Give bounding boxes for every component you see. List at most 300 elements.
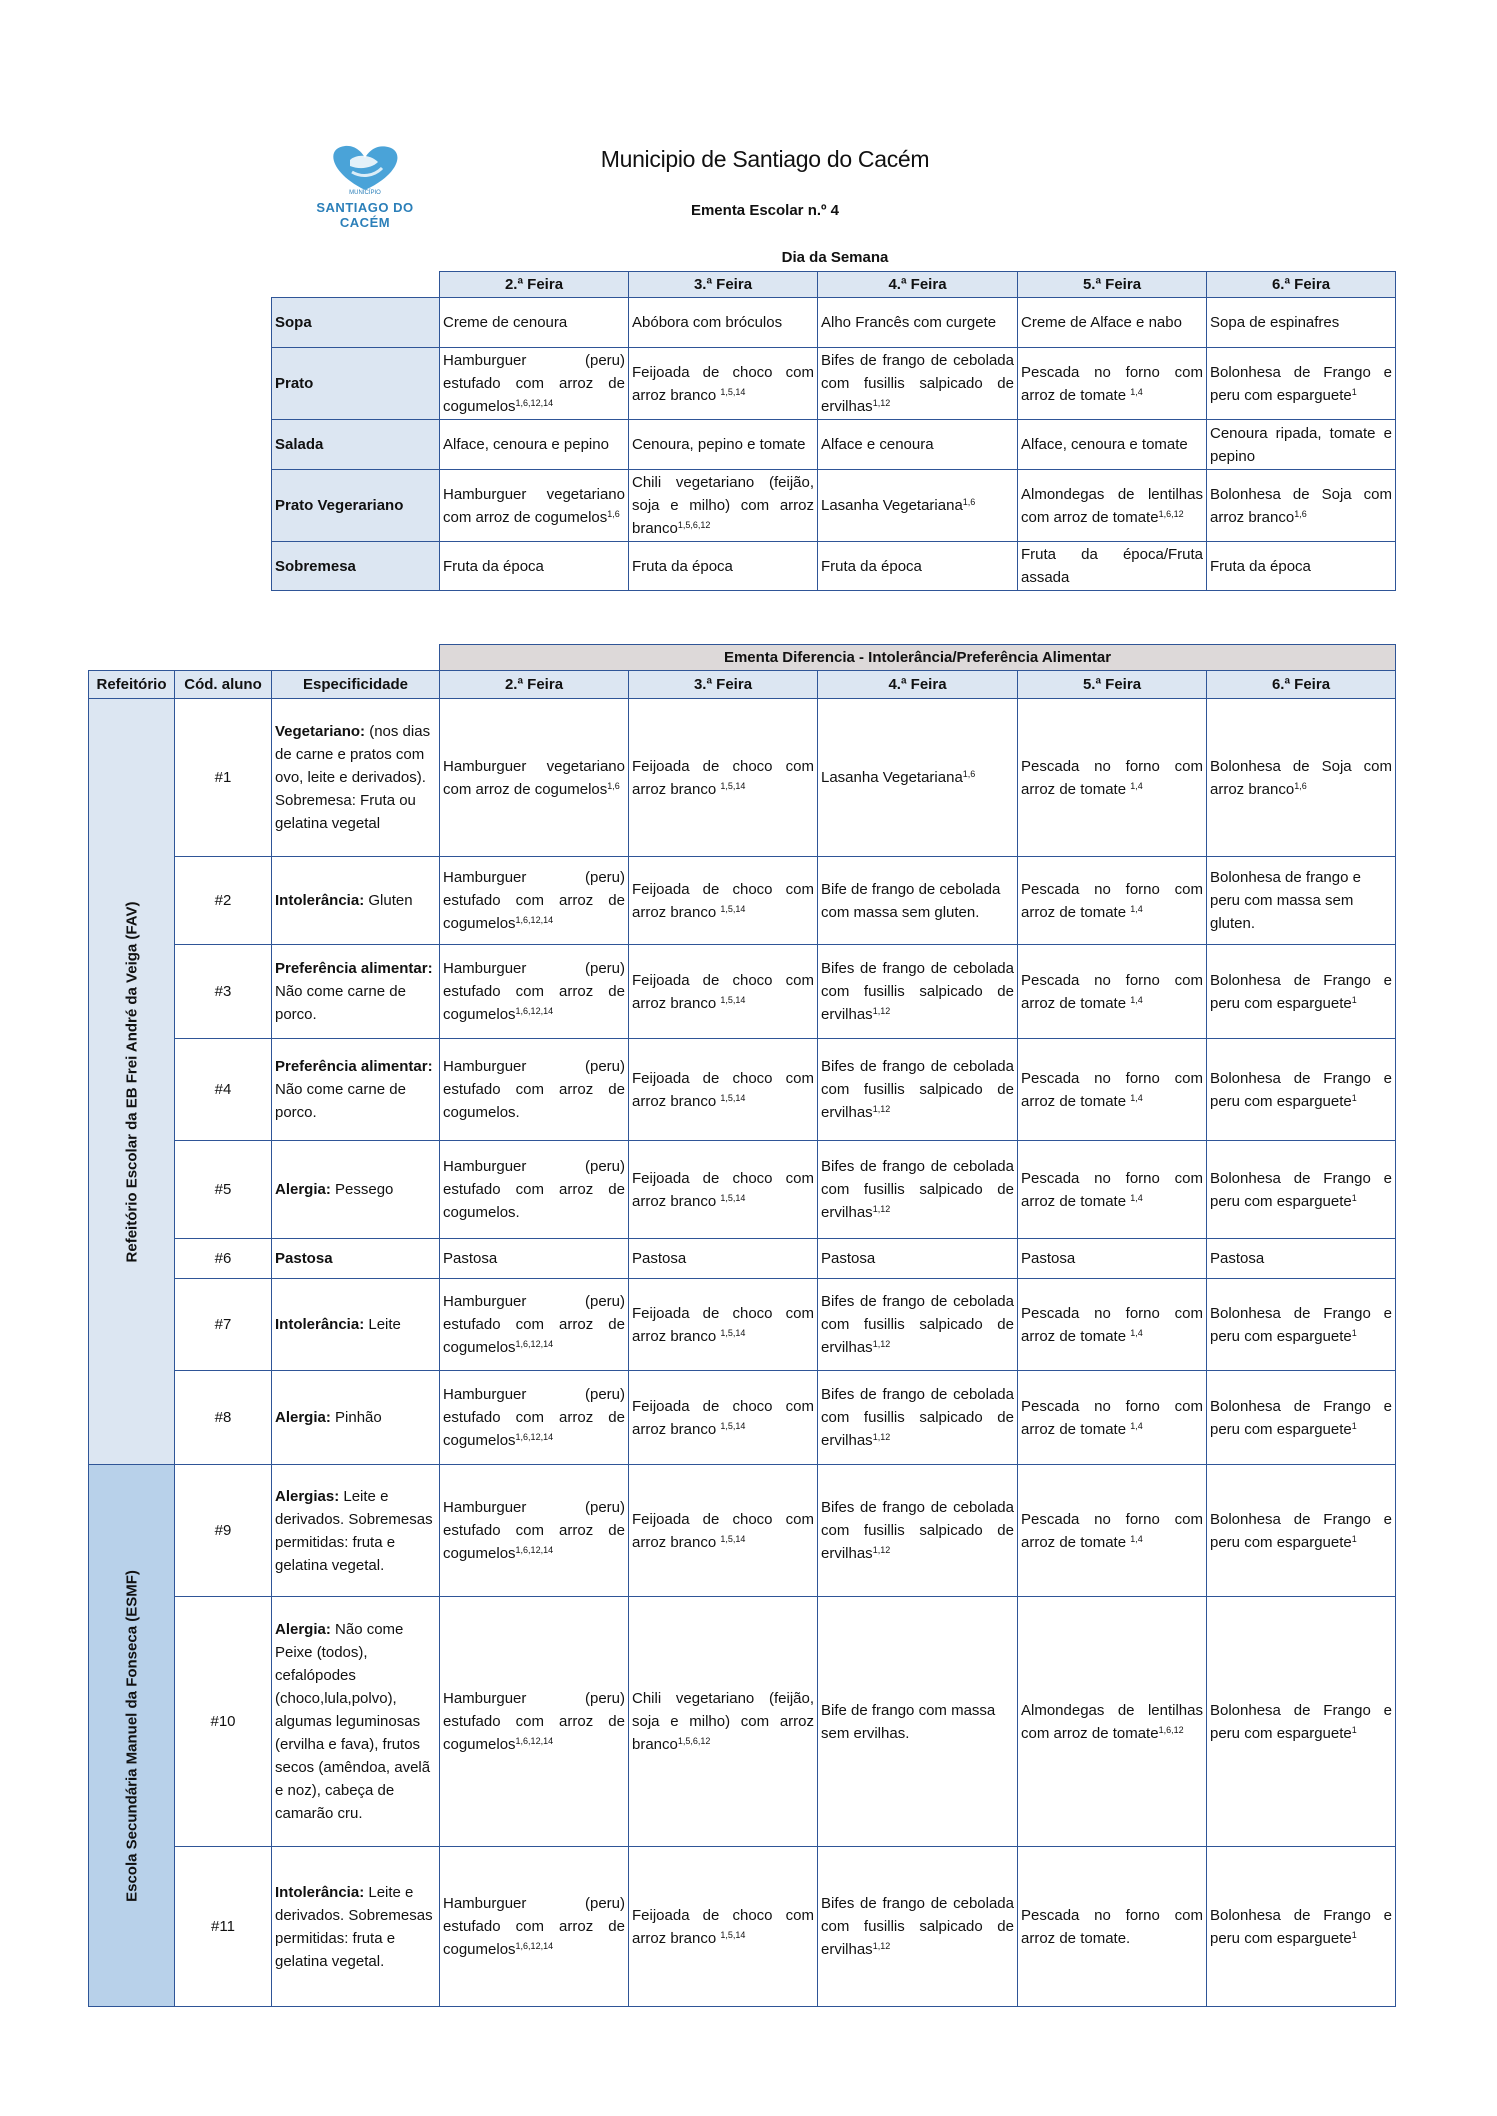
menu-row [272,420,1396,470]
menu-cell [629,298,818,348]
diff-menu-cell [629,1847,818,2007]
diff-menu-cell [440,1597,629,1847]
diff-menu-cell [440,1141,629,1239]
diff-menu-cell [629,1371,818,1465]
specificity [272,1597,440,1847]
student-code: #9 [175,1465,272,1597]
specificity-type: Alergia: [275,1181,331,1198]
allergen-codes: 1,6 [607,508,620,519]
diff-menu-cell [1018,1847,1207,2007]
dish-text: Feijoada de choco com arroz branco [632,880,814,921]
allergen-codes: 1,12 [872,1104,891,1114]
student-row [89,1039,1396,1141]
diff-menu-cell [1018,1039,1207,1141]
dish-text: Lasanha Vegetariana [821,497,963,514]
dish-text: Abóbora com bróculos [632,314,783,331]
day-header: 5.ª Feira [1018,671,1207,699]
diff-menu-cell [818,1239,1018,1279]
student-code: #7 [175,1279,272,1371]
menu-cell [629,470,818,542]
specificity-detail: Não come carne de porco. [275,983,406,1023]
allergen-codes: 1,6 [1294,780,1307,791]
dish-text: Hamburguer (peru) estufado com arroz de cogumelos [443,1690,625,1753]
allergen-codes: 1,6 [962,769,976,779]
menu-cell [1018,420,1207,470]
menu-cell [1207,420,1396,470]
dish-text: Pescada no forno com arroz de tomate. [1021,1906,1203,1947]
dish-text: Hamburguer (peru) estufado com arroz de cogumelos. [443,1058,625,1121]
dish-text: Bolonhesa de Soja com arroz branco [1210,757,1392,798]
specificity [272,1239,440,1279]
allergen-codes: 1,12 [872,1204,891,1214]
page-subtitle: Ementa Escolar n.º 4 [690,202,840,219]
menu-cell [818,298,1018,348]
diff-menu-cell [1207,1239,1396,1279]
diff-menu-cell [629,699,818,857]
dish-text: Cenoura ripada, tomate e pepino [1210,424,1392,465]
dish-text: Feijoada de choco com arroz branco [632,971,814,1012]
diff-menu-cell [1207,1279,1396,1371]
day-header: 4.ª Feira [818,671,1018,699]
diff-menu-cell [1018,1141,1207,1239]
allergen-codes: 1,4 [1130,1092,1143,1103]
specificity [272,1847,440,2007]
menu-cell [629,542,818,591]
allergen-codes: 1,6,12,14 [515,1006,554,1016]
dish-text: Almondegas de lentilhas com arroz de tomate [1021,485,1203,526]
differentiated-menu-table [88,644,1396,2007]
dish-text: Pescada no forno com arroz de tomate [1021,1510,1203,1551]
menu-cell [1018,298,1207,348]
allergen-codes: 1 [1351,1327,1357,1338]
course-label: Prato Vegerariano [272,470,440,542]
diff-menu-cell [629,1279,818,1371]
specificity-type: Pastosa [275,1250,333,1267]
student-row [89,1465,1396,1597]
allergen-codes: 1,12 [872,1941,891,1951]
dish-text: Hamburguer (peru) estufado com arroz de cogumelos. [443,1158,625,1221]
specificity-type: Preferência alimentar: [275,960,433,977]
specificity [272,1371,440,1465]
allergen-codes: 1,5,14 [720,903,746,914]
diff-menu-cell [440,1039,629,1141]
diff-menu-cell [818,1141,1018,1239]
dish-text: Fruta da época [443,557,544,575]
student-row [89,945,1396,1039]
menu-cell [1018,348,1207,420]
course-label: Prato [272,348,440,420]
diff-menu-cell [440,1239,629,1279]
allergen-codes: 1 [1351,1420,1357,1431]
dish-text: Fruta da época [1210,557,1311,575]
specificity-detail: Pinhão [330,1409,382,1426]
student-row [89,1847,1396,2007]
day-header: 2.ª Feira [440,272,629,298]
menu-cell [440,348,629,420]
specificity [272,1141,440,1239]
dish-text: Bolonhesa de frango e peru com massa sem gluten. [1210,869,1361,932]
allergen-codes: 1,5,6,12 [677,1736,711,1746]
day-header: 3.ª Feira [629,671,818,699]
dish-text: Bifes de frango de cebolada com fusillis salpicado de ervilhas [821,352,1014,415]
diff-menu-cell [1018,857,1207,945]
dish-text: Bolonhesa de Frango e peru com esparguete [1210,1069,1392,1110]
dish-text: Bolonhesa de Frango e peru com esparguete [1210,1397,1392,1438]
diff-menu-cell [1207,857,1396,945]
allergen-codes: 1,4 [1130,994,1143,1005]
specificity-detail: Leite [364,1316,401,1333]
allergen-codes: 1,5,14 [720,386,746,397]
allergen-codes: 1,6,12,14 [515,1339,554,1349]
student-code: #10 [175,1597,272,1847]
specificity-type: Preferência alimentar: [275,1058,433,1075]
allergen-codes: 1,4 [1130,1327,1143,1338]
allergen-codes: 1,6,12,14 [515,1941,554,1951]
diff-menu-cell [1018,1371,1207,1465]
dish-text: Cenoura, pepino e tomate [632,436,806,453]
day-header: 2.ª Feira [440,671,629,699]
dish-text: Fruta da época [632,557,733,575]
diff-menu-cell [818,1279,1018,1371]
day-header: 3.ª Feira [629,272,818,298]
diff-menu-cell [440,1847,629,2007]
dish-text: Bolonhesa de Frango e peru com esparguete [1210,1304,1392,1345]
dish-text: Feijoada de choco com arroz branco [632,363,814,404]
section-spacer [89,645,440,671]
allergen-codes: 1,4 [1130,903,1143,914]
diff-menu-cell [629,857,818,945]
diff-menu-cell [1207,1597,1396,1847]
diff-menu-cell [440,945,629,1039]
student-code: #3 [175,945,272,1039]
dish-text: Bolonhesa de Frango e peru com esparguete [1210,1510,1392,1551]
section-title: Ementa Diferencia - Intolerância/Preferência Alimentar [440,645,1396,671]
dish-text: Hamburguer (peru) estufado com arroz de cogumelos [443,960,625,1023]
specificity [272,1039,440,1141]
student-row [89,857,1396,945]
menu-cell [818,542,1018,591]
heart-logo-icon [290,138,440,198]
specificity-type: Vegetariano: [275,723,366,740]
dish-text: Feijoada de choco com arroz branco [632,1397,814,1438]
menu-cell [440,542,629,591]
diff-menu-cell [1018,699,1207,857]
diff-menu-cell [1018,945,1207,1039]
allergen-codes: 1,6,12,14 [515,915,554,925]
menu-cell [440,420,629,470]
dish-text: Bifes de frango de cebolada com fusillis salpicado de ervilhas [821,1895,1014,1958]
diff-menu-cell [629,945,818,1039]
specificity-detail: Pessego [330,1181,394,1198]
diff-menu-cell [1207,1039,1396,1141]
dish-text: Pescada no forno com arroz de tomate [1021,1169,1203,1210]
diff-menu-cell [440,1465,629,1597]
diff-menu-cell [818,857,1018,945]
dish-text: Bolonhesa de Soja com arroz branco [1210,485,1392,526]
student-row [89,1279,1396,1371]
dish-text: Alface e cenoura [821,436,934,453]
allergen-codes: 1,5,14 [720,1533,746,1544]
allergen-codes: 1,5,14 [720,1327,746,1338]
allergen-codes: 1,12 [872,1545,891,1555]
day-header: 6.ª Feira [1207,671,1396,699]
specificity-detail: Não come Peixe (todos), cefalópodes (choco,lula,polvo), algumas leguminosas (ervilha e fava), frutos secos (amêndoa, avelã e noz), cabeça de camarão cru. [275,1621,431,1822]
allergen-codes: 1,6,12,14 [515,1736,554,1746]
allergen-codes: 1,4 [1130,780,1143,791]
allergen-codes: 1 [1351,1724,1357,1735]
dish-text: Pastosa [821,1250,876,1267]
diff-menu-cell [818,1371,1018,1465]
course-label: Salada [272,420,440,470]
dish-text: Feijoada de choco com arroz branco [632,1510,814,1551]
diff-menu-cell [818,1465,1018,1597]
dish-text: Bifes de frango de cebolada com fusillis salpicado de ervilhas [821,1158,1014,1221]
menu-cell [629,348,818,420]
diff-menu-cell [1018,1239,1207,1279]
page-title: Municipio de Santiago do Cacém [600,146,930,172]
diff-menu-cell [629,1597,818,1847]
allergen-codes: 1,4 [1130,386,1143,397]
diff-menu-cell [1207,699,1396,857]
menu-header-row [272,272,1396,298]
student-code: #4 [175,1039,272,1141]
menu-row [272,470,1396,542]
dish-text: Alface, cenoura e pepino [443,436,609,453]
specificity-type: Alergias: [275,1487,340,1505]
student-code: #11 [175,1847,272,2007]
allergen-codes: 1,12 [872,1432,891,1442]
diff-menu-cell [629,1465,818,1597]
dish-text: Creme de cenoura [443,314,568,331]
allergen-codes: 1 [1351,1092,1357,1103]
dish-text: Feijoada de choco com arroz branco [632,1169,814,1210]
allergen-codes: 1,5,14 [720,994,746,1005]
dish-text: Creme de Alface e nabo [1021,314,1182,331]
school-name: Escola Secundária Manuel da Fonseca (ESMF) [123,1569,140,1902]
allergen-codes: 1,5,14 [720,780,746,791]
diff-menu-cell [1018,1597,1207,1847]
menu-row [272,348,1396,420]
weekly-menu-table [271,271,1396,591]
diff-menu-cell [1207,945,1396,1039]
student-code-header: Cód. aluno [175,671,272,699]
student-code: #1 [175,699,272,857]
allergen-codes: 1,12 [872,398,891,408]
allergen-codes: 1,6 [962,497,976,507]
student-code: #6 [175,1239,272,1279]
specificity [272,1279,440,1371]
diff-menu-cell [818,1039,1018,1141]
diff-menu-cell [629,1039,818,1141]
dish-text: Alho Francês com curgete [821,314,997,331]
menu-cell [1018,542,1207,591]
specificity-type: Alergia: [275,1621,331,1638]
student-code: #2 [175,857,272,945]
dish-text: Hamburguer (peru) estufado com arroz de cogumelos [443,1293,625,1356]
menu-cell [818,348,1018,420]
menu-cell [440,298,629,348]
school-esmf [89,1465,175,2007]
dish-text: Chili vegetariano (feijão, soja e milho) com arroz branco [632,1690,814,1753]
specificity-detail: Leite e derivados. Sobremesas permitidas: fruta e gelatina vegetal. [275,1883,433,1970]
specificity-detail: Gluten [364,892,413,909]
dish-text: Pastosa [443,1250,498,1267]
allergen-codes: 1,6 [1294,508,1307,519]
dish-text: Pescada no forno com arroz de tomate [1021,1397,1203,1438]
dish-text: Feijoada de choco com arroz branco [632,1304,814,1345]
allergen-codes: 1,5,14 [720,1192,746,1203]
dish-text: Bolonhesa de Frango e peru com esparguete [1210,971,1392,1012]
dish-text: Fruta da época [821,557,922,575]
diff-menu-cell [818,1847,1018,2007]
dish-text: Hamburguer (peru) estufado com arroz de cogumelos [443,352,625,415]
student-row [89,1141,1396,1239]
allergen-codes: 1,5,14 [720,1929,746,1940]
dish-text: Fruta da época/Fruta assada [1021,546,1203,586]
specificity-detail: Leite e derivados. Sobremesas permitidas: fruta e gelatina vegetal. [275,1487,433,1574]
student-code: #8 [175,1371,272,1465]
dish-text: Pescada no forno com arroz de tomate [1021,971,1203,1012]
allergen-codes: 1,6,12 [1158,1724,1184,1735]
day-header: 4.ª Feira [818,272,1018,298]
allergen-codes: 1 [1351,1192,1357,1203]
student-row [89,1371,1396,1465]
menu-cell [1207,542,1396,591]
student-row [89,699,1396,857]
allergen-codes: 1 [1351,1533,1357,1544]
diff-menu-cell [629,1141,818,1239]
diff-menu-cell [1207,1847,1396,2007]
specificity-type: Intolerância: [275,892,365,909]
allergen-codes: 1,5,14 [720,1092,746,1103]
dish-text: Hamburguer (peru) estufado com arroz de cogumelos [443,1386,625,1449]
dish-text: Bifes de frango de cebolada com fusillis salpicado de ervilhas [821,960,1014,1023]
dish-text: Sopa de espinafres [1210,314,1340,331]
diff-menu-cell [1207,1371,1396,1465]
dish-text: Hamburguer vegetariano com arroz de cogumelos [443,485,625,526]
dish-text: Bife de frango de cebolada com massa sem gluten. [821,880,1001,921]
diff-menu-cell [440,1371,629,1465]
dish-text: Bolonhesa de Frango e peru com esparguete [1210,1701,1392,1742]
course-label: Sopa [272,298,440,348]
specificity [272,945,440,1039]
menu-cell [629,420,818,470]
student-row [89,1597,1396,1847]
dish-text: Hamburguer (peru) estufado com arroz de cogumelos [443,1499,625,1562]
specificity-detail: Não come carne de porco. [275,1081,406,1121]
dish-text: Hamburguer (peru) estufado com arroz de cogumelos [443,869,625,932]
dish-text: Hamburguer vegetariano com arroz de cogumelos [443,757,625,798]
allergen-codes: 1,4 [1130,1192,1143,1203]
specificity [272,699,440,857]
diff-menu-cell [1018,1279,1207,1371]
dish-text: Bolonhesa de Frango e peru com esparguete [1210,363,1392,404]
specificity-type: Alergia: [275,1409,331,1426]
menu-cell [1207,298,1396,348]
menu-cell [818,470,1018,542]
specificity [272,1465,440,1597]
dish-text: Hamburguer (peru) estufado com arroz de cogumelos [443,1895,625,1958]
logo-text: SANTIAGO DO CACÉM [316,200,414,230]
allergen-codes: 1,6,12,14 [515,1545,554,1555]
allergen-codes: 1,6,12,14 [515,1432,554,1442]
municipality-logo [290,138,440,230]
dish-text: Pastosa [632,1250,687,1267]
diff-menu-cell [818,945,1018,1039]
dish-text: Bifes de frango de cebolada com fusillis salpicado de ervilhas [821,1293,1014,1356]
dish-text: Chili vegetariano (feijão, soja e milho) com arroz branco [632,474,814,537]
student-row [89,1239,1396,1279]
dish-text: Alface, cenoura e tomate [1021,436,1188,453]
school-name: Refeitório Escolar da EB Frei André da Veiga (FAV) [123,901,140,1262]
diff-menu-cell [818,1597,1018,1847]
allergen-codes: 1,12 [872,1006,891,1016]
dish-text: Bifes de frango de cebolada com fusillis salpicado de ervilhas [821,1499,1014,1562]
specificity-detail: (nos dias de carne e pratos com ovo, leite e derivados). Sobremesa: Fruta ou gelatina vegetal [275,723,431,832]
diff-menu-cell [1018,1465,1207,1597]
header-spacer [272,272,440,298]
diff-menu-cell [440,857,629,945]
menu-cell [1207,348,1396,420]
day-of-week-label: Dia da Semana [781,249,889,266]
menu-row [272,542,1396,591]
course-label: Sobremesa [272,542,440,591]
menu-cell [1018,470,1207,542]
allergen-codes: 1,5,6,12 [677,520,711,530]
diff-header-row [89,671,1396,699]
allergen-codes: 1,4 [1130,1533,1143,1544]
specificity-type: Intolerância: [275,1316,365,1333]
dish-text: Bolonhesa de Frango e peru com esparguete [1210,1906,1392,1947]
diff-menu-cell [1207,1465,1396,1597]
diff-menu-cell [818,699,1018,857]
diff-menu-cell [1207,1141,1396,1239]
dish-text: Pescada no forno com arroz de tomate [1021,1304,1203,1345]
allergen-codes: 1,6,12,14 [515,398,554,408]
dish-text: Almondegas de lentilhas com arroz de tomate [1021,1701,1203,1742]
refeitorio-header: Refeitório [89,671,175,699]
allergen-codes: 1 [1351,994,1357,1005]
dish-text: Bifes de frango de cebolada com fusillis salpicado de ervilhas [821,1386,1014,1449]
dish-text: Lasanha Vegetariana [821,769,963,786]
day-header: 6.ª Feira [1207,272,1396,298]
allergen-codes: 1,5,14 [720,1420,746,1431]
dish-text: Bolonhesa de Frango e peru com esparguete [1210,1169,1392,1210]
section-title-row [89,645,1396,671]
allergen-codes: 1,4 [1130,1420,1143,1431]
dish-text: Pastosa [1210,1250,1265,1267]
allergen-codes: 1 [1351,1929,1357,1940]
dish-text: Pescada no forno com arroz de tomate [1021,363,1203,404]
school-fav [89,699,175,1465]
dish-text: Bifes de frango de cebolada com fusillis salpicado de ervilhas [821,1058,1014,1121]
dish-text: Pescada no forno com arroz de tomate [1021,757,1203,798]
specificity-type: Intolerância: [275,1883,365,1901]
allergen-codes: 1,12 [872,1339,891,1349]
dish-text: Bife de frango com massa sem ervilhas. [821,1701,996,1742]
dish-text: Feijoada de choco com arroz branco [632,757,814,798]
diff-menu-cell [440,1279,629,1371]
dish-text: Pescada no forno com arroz de tomate [1021,880,1203,921]
dish-text: Feijoada de choco com arroz branco [632,1906,814,1947]
menu-cell [818,420,1018,470]
allergen-codes: 1,6 [607,780,620,791]
specificity [272,857,440,945]
menu-row [272,298,1396,348]
diff-menu-cell [629,1239,818,1279]
dish-text: Pastosa [1021,1250,1076,1267]
allergen-codes: 1,6,12 [1158,508,1184,519]
